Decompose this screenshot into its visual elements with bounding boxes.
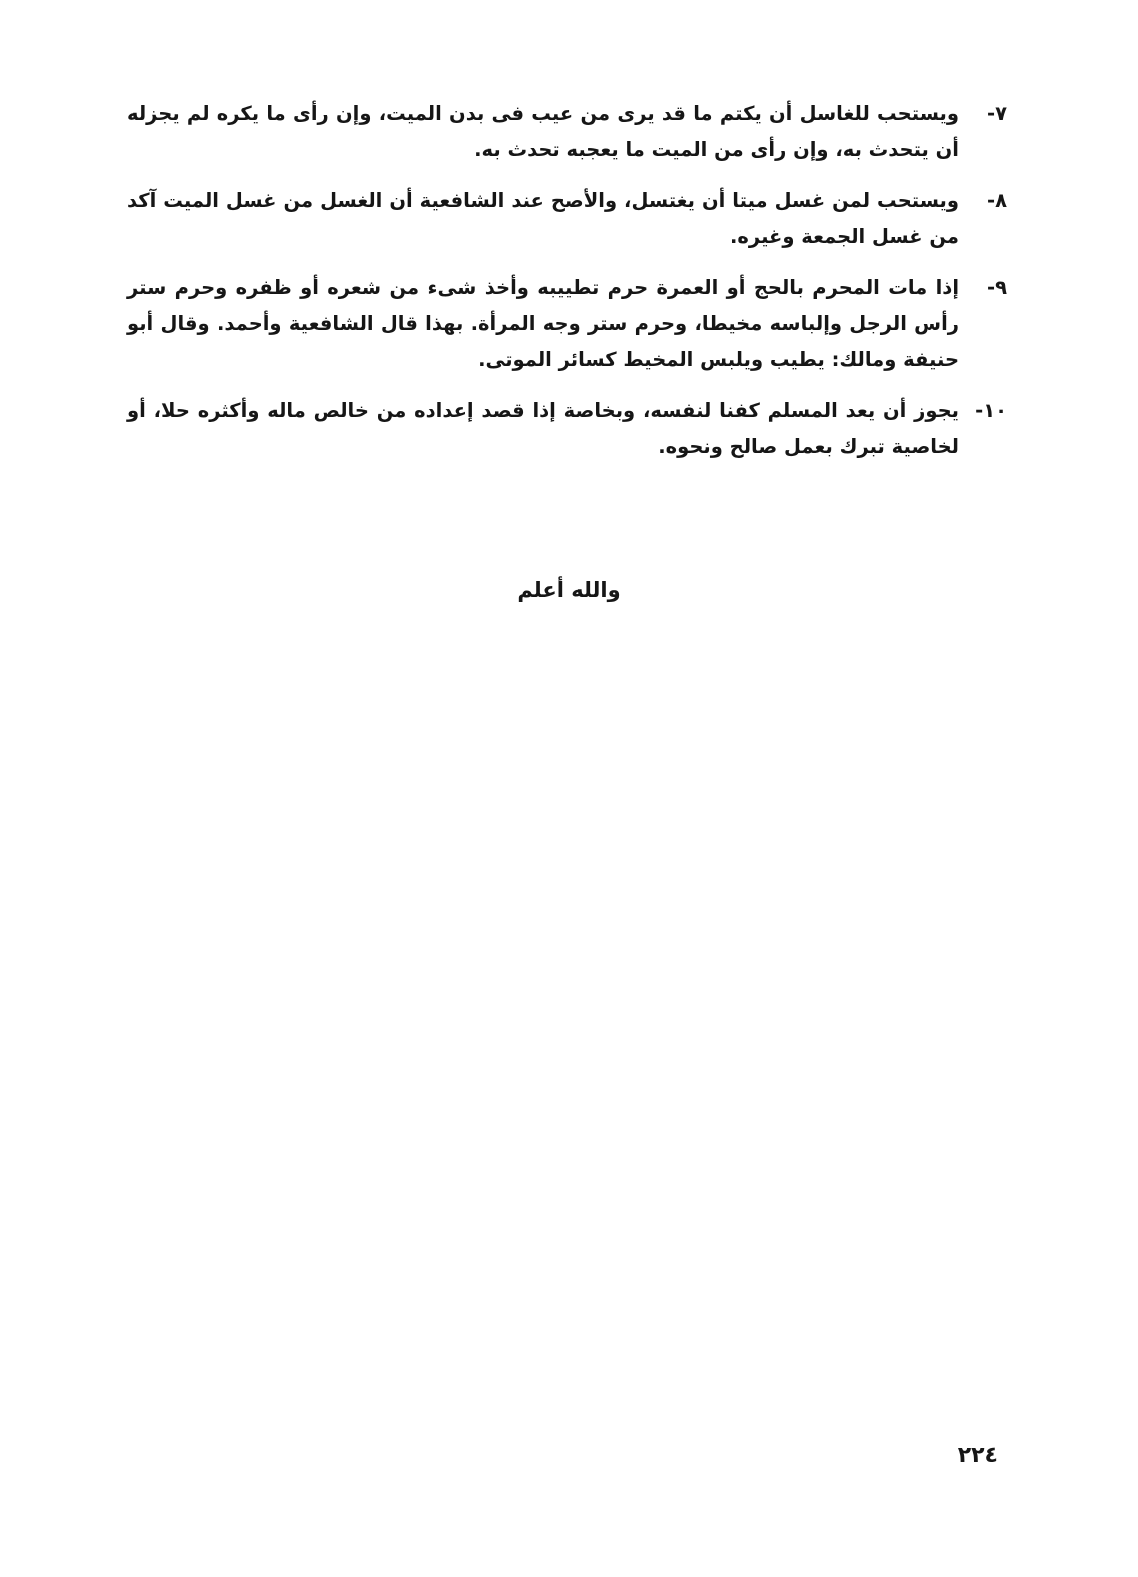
closing-phrase: والله أعلم — [517, 578, 621, 602]
item-number: ٧- — [987, 102, 1007, 125]
item-text: إذا مات المحرم بالحج أو العمرة حرم تطييبه وأخذ شىء من شعره أو ظفره وحرم ستر رأس الرجل وإلباسه مخيطا، وحرم ستر وجه المرأة. بهذا قال الشافعية وأحمد. وقال أبو حنيفة ومالك: يطيب ويلبس المخيط كسائر الموتى. — [127, 276, 959, 371]
item-text: ويستحب للغاسل أن يكتم ما قد يرى من عيب فى بدن الميت، وإن رأى ما يكره لم يجزله أن يتحدث به، وإن رأى من الميت ما يعجبه تحدث به. — [127, 102, 959, 161]
list-item — [127, 96, 1007, 168]
numbered-list — [127, 96, 1007, 480]
item-number: ٨- — [987, 189, 1007, 212]
item-number: ١٠- — [975, 399, 1007, 422]
item-text: ويستحب لمن غسل ميتا أن يغتسل، والأصح عند الشافعية أن الغسل من غسل الميت آكد من غسل الجمعة وغيره. — [127, 189, 959, 248]
list-item — [127, 393, 1007, 465]
list-item — [127, 270, 1007, 378]
page-number: ٢٢٤ — [957, 1443, 998, 1468]
item-text: يجوز أن يعد المسلم كفنا لنفسه، وبخاصة إذا قصد إعداده من خالص ماله وأكثره حلا، أو لخاصية تبرك بعمل صالح ونحوه. — [127, 399, 959, 458]
item-number: ٩- — [987, 276, 1007, 299]
list-item — [127, 183, 1007, 255]
